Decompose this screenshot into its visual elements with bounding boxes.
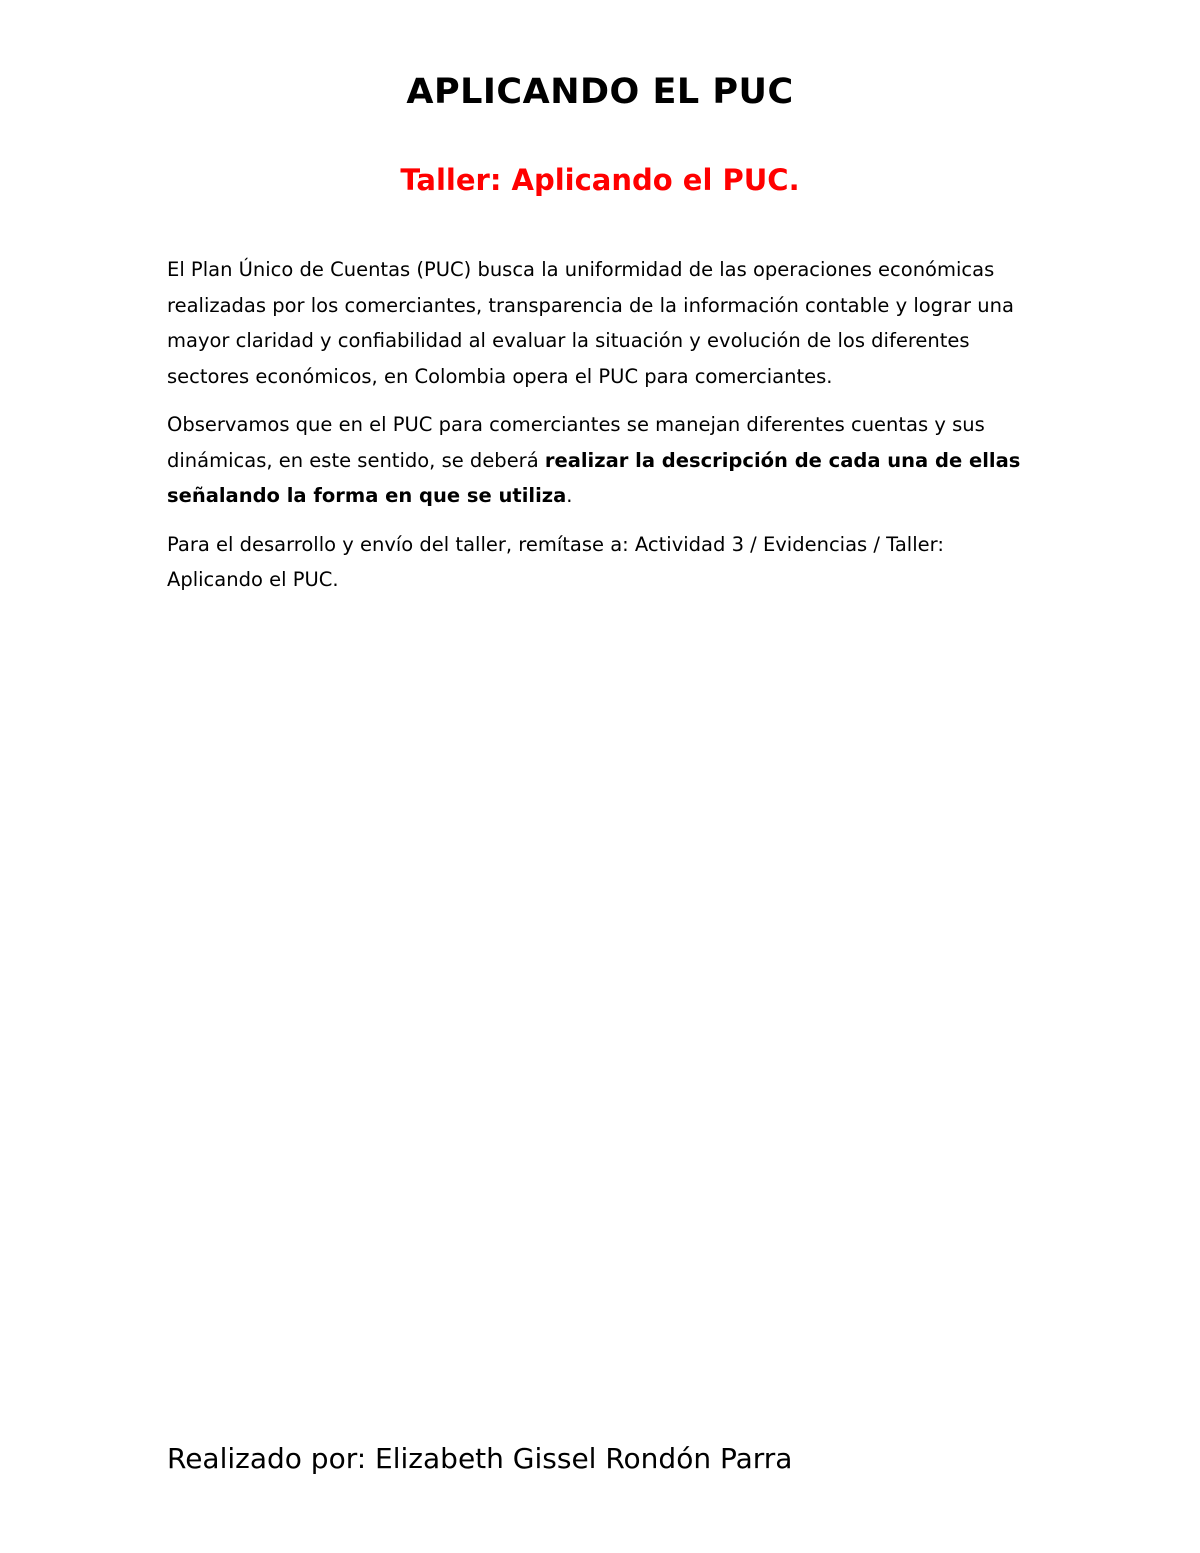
document-title: APLICANDO EL PUC — [406, 72, 794, 112]
document-body — [167, 252, 1037, 611]
intro-paragraph: El Plan Único de Cuentas (PUC) busca la uniformidad de las operaciones económicas realizadas por los comerciantes, transparencia de la información contable y lograr una mayor claridad y confiabilidad al evaluar la situación y evolución de los diferentes sectores económicos, en Colombia opera el PUC para comerciantes. — [167, 258, 1014, 388]
instructions-emphasis: realizar la descripción de cada una de ellas señalando la forma en que se utiliza — [167, 448, 1021, 507]
instructions-text: Observamos que en el PUC para comerciantes se manejan diferentes cuentas y sus dinámicas, en este sentido, se deberá — [167, 413, 985, 472]
instructions-end: . — [566, 484, 573, 507]
instructions-paragraph — [167, 407, 1037, 514]
author-footer: Realizado por: Elizabeth Gissel Rondón Parra — [167, 1442, 793, 1475]
document-subtitle: Taller: Aplicando el PUC. — [400, 163, 800, 197]
submission-paragraph: Para el desarrollo y envío del taller, remítase a: Actividad 3 / Evidencias / Taller: Aplicando el PUC. — [167, 532, 944, 591]
